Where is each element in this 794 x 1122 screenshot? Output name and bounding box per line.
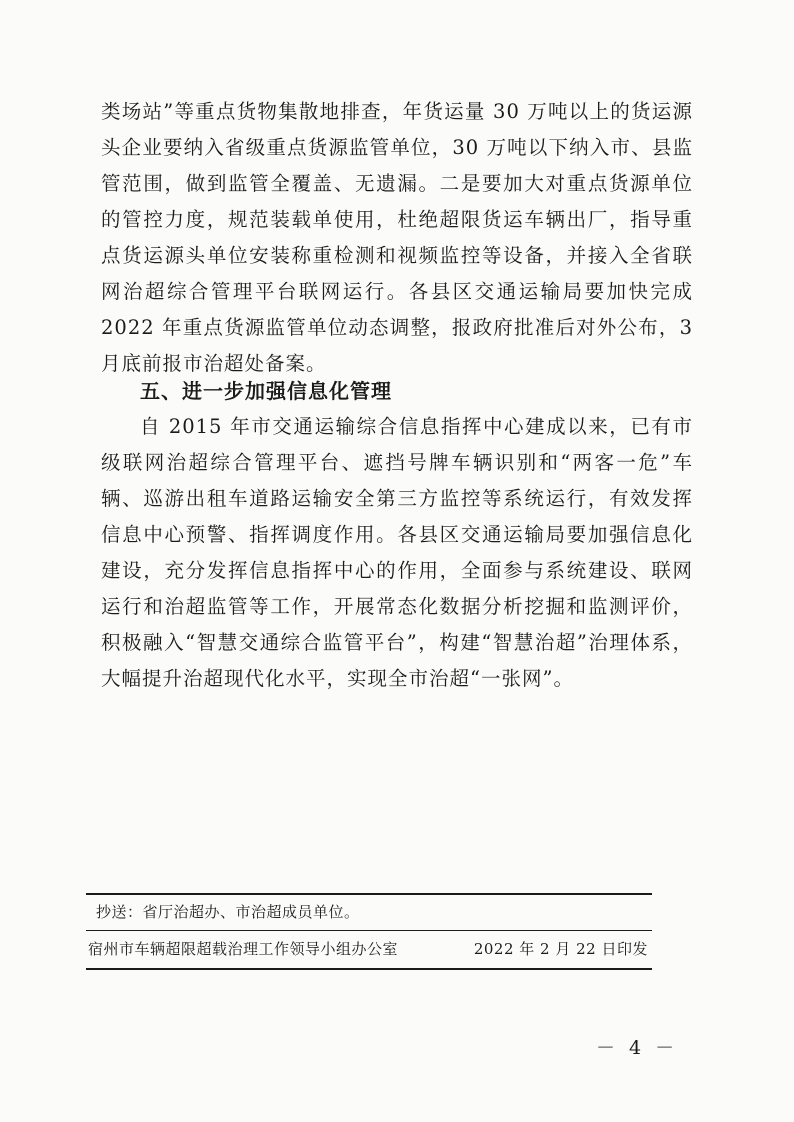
footer-top-rule bbox=[86, 893, 652, 895]
footer-bottom-rule bbox=[86, 968, 652, 970]
page-number: － 4 － bbox=[596, 1037, 679, 1059]
cc-line: 抄送：省厅治超办、市治超成员单位。 bbox=[96, 903, 360, 921]
issuer-name: 宿州市车辆超限超载治理工作领导小组办公室 bbox=[88, 940, 399, 958]
body-paragraph-continued: 类场站”等重点货物集散地排查，年货运量 30 万吨以上的货运源头企业要纳入省级重点货源监管单位，30 万吨以下纳入市、县监管范围，做到监管全覆盖、无遗漏。二是要加大对重点货源单位的管控力度，规范装载单使用，杜绝超限货运车辆出厂，指导重点货运源头单位安装称重检测和视频监控等设备，并接入全省联网治超综合管理平台联网运行。各县区交通运输局要加快完成 2022 年重点货源监管单位动态调整，报政府批准后对外公布，3 月底前报市治超处备案。 bbox=[101, 100, 693, 375]
issue-date: 2022 年 2 月 22 日印发 bbox=[473, 940, 648, 958]
footer-middle-rule bbox=[86, 930, 652, 931]
section-paragraph: 自 2015 年市交通运输综合信息指挥中心建成以来，已有市级联网治超综合管理平台、遮挡号牌车辆识别和“两客一危”车辆、巡游出租车道路运输安全第三方监控等系统运行，有效发挥信息中心预警、指挥调度作用。各县区交通运输局要加强信息化建设，充分发挥信息指挥中心的作用，全面参与系统建设、联网运行和治超监管等工作，开展常态化数据分析挖掘和监测评价，积极融入“智慧交通综合监管平台”，构建“智慧治超”治理体系，大幅提升治超现代化水平，实现全市治超“一张网”。 bbox=[101, 415, 693, 690]
section-heading: 五、进一步加强信息化管理 bbox=[140, 379, 392, 403]
